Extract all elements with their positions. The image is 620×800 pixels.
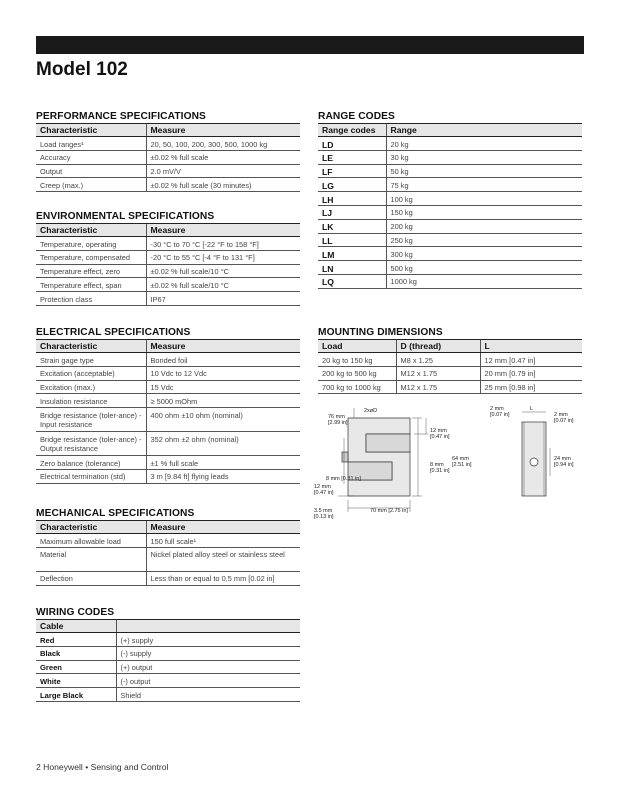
table-header-row [36, 224, 300, 237]
column-header: Characteristic [36, 521, 146, 534]
cell: 1000 kg [386, 274, 582, 288]
table-row [36, 469, 300, 483]
table-row [318, 380, 582, 394]
table-header-row [36, 620, 300, 633]
column-header: L [480, 340, 582, 353]
cell: Large Black [36, 688, 116, 702]
column-header: Characteristic [36, 124, 146, 137]
dim-35-inch-label: [0.13 in] [314, 514, 334, 520]
column-header: Measure [146, 224, 300, 237]
cell: 20 mm [0.79 in] [480, 366, 582, 380]
cell: Material [36, 547, 146, 571]
side-dim-2b-label: 2 mm [554, 412, 568, 418]
cell: Red [36, 633, 116, 647]
cell: Maximum allowable load [36, 534, 146, 548]
column-header: Load [318, 340, 396, 353]
cell: Temperature effect, span [36, 278, 146, 292]
cell: 200 kg to 500 kg [318, 366, 396, 380]
table-row [36, 137, 300, 151]
cell: 50 kg [386, 164, 582, 178]
cell: ±0.02 % full scale/10 °C [146, 278, 300, 292]
section-title: ENVIRONMENTAL SPECIFICATIONS [36, 211, 215, 222]
electrical-table [36, 339, 300, 484]
cell: 300 kg [386, 247, 582, 261]
cell: Insulation resistance [36, 394, 146, 408]
performance-table [36, 123, 300, 192]
dim-35-label: 3.5 mm [314, 508, 333, 514]
cell: ±0.02 % full scale/10 °C [146, 264, 300, 278]
load-cell-side-view [522, 422, 546, 496]
cell: Protection class [36, 292, 146, 306]
cell: 150 kg [386, 205, 582, 219]
cell: 20 kg [386, 137, 582, 151]
table-row [36, 150, 300, 164]
dim-8-side-label: 8 mm [0.31 in] [326, 476, 361, 482]
table-row [36, 456, 300, 470]
cell: White [36, 674, 116, 688]
cell: Excitation (max.) [36, 380, 146, 394]
table-row [36, 688, 300, 702]
cell: LD [318, 137, 386, 151]
table-row [36, 278, 300, 292]
cell: 10 Vdc to 12 Vdc [146, 366, 300, 380]
cell: 25 mm [0.98 in] [480, 380, 582, 394]
cell: ±1 % full scale [146, 456, 300, 470]
cell: 3 m [9.84 ft] flying leads [146, 469, 300, 483]
table-header-row [36, 340, 300, 353]
cell: 20 kg to 150 kg [318, 353, 396, 367]
cell: (-) output [116, 674, 300, 688]
section-title: ELECTRICAL SPECIFICATIONS [36, 327, 191, 338]
cell: 400 ohm ±10 ohm (nominal) [146, 408, 300, 432]
cell: LM [318, 247, 386, 261]
table-row [36, 408, 300, 432]
cell: M12 x 1.75 [396, 366, 480, 380]
cell: Deflection [36, 571, 146, 585]
mechanical-section [36, 507, 300, 586]
dimension-drawing [314, 404, 586, 524]
cell: Black [36, 646, 116, 660]
table-row [36, 237, 300, 251]
cell: 700 kg to 1000 kg [318, 380, 396, 394]
table-header-row [36, 124, 300, 137]
cell: 12 mm [0.47 in] [480, 353, 582, 367]
side-dim-24-label: 24 mm [554, 456, 571, 462]
dim-12-label: 12 mm [430, 428, 447, 434]
cell: 15 Vdc [146, 380, 300, 394]
cell: 20, 50, 100, 200, 300, 500, 1000 kg [146, 137, 300, 151]
cell: LE [318, 150, 386, 164]
table-row [36, 394, 300, 408]
range-section [318, 110, 582, 289]
cell: Creep (max.) [36, 178, 146, 192]
table-row [36, 646, 300, 660]
cell: 500 kg [386, 261, 582, 275]
dim-8-inch-label: [0.31 in] [430, 468, 450, 474]
table-row [36, 366, 300, 380]
section-title: MECHANICAL SPECIFICATIONS [36, 508, 195, 519]
table-row [318, 164, 582, 178]
table-row [36, 534, 300, 548]
cell: Nickel plated alloy steel or stainless steel [146, 547, 300, 571]
header-bar [36, 36, 584, 54]
side-dim-2b-inch-label: [0.07 in] [554, 418, 574, 424]
column-header: Cable [36, 620, 116, 633]
cell: 352 ohm ±2 ohm (nominal) [146, 432, 300, 456]
mounting-section [318, 326, 582, 394]
side-dim-l-label: L [530, 406, 534, 412]
mechanical-table [36, 520, 300, 586]
dim-64-inch-label: [2.51 in] [452, 462, 472, 468]
table-row [36, 178, 300, 192]
column-header: Range codes [318, 124, 386, 137]
cell: LL [318, 233, 386, 247]
cell: M8 x 1.25 [396, 353, 480, 367]
cell: 250 kg [386, 233, 582, 247]
table-row [36, 633, 300, 647]
cell: Strain gage type [36, 353, 146, 367]
table-row [318, 261, 582, 275]
wiring-table [36, 619, 300, 702]
table-row [36, 432, 300, 456]
cell: Green [36, 660, 116, 674]
cell: Shield [116, 688, 300, 702]
cell: Temperature, compensated [36, 250, 146, 264]
cell: LH [318, 192, 386, 206]
mounting-table [318, 339, 582, 394]
cell: LQ [318, 274, 386, 288]
table-row [318, 178, 582, 192]
cell: (+) supply [116, 633, 300, 647]
cell: M12 x 1.75 [396, 380, 480, 394]
table-row [36, 660, 300, 674]
section-title: MOUNTING DIMENSIONS [318, 327, 443, 338]
table-header-row [318, 124, 582, 137]
cell: Bridge resistance (toler-ance) - Output resistance [36, 432, 146, 456]
table-header-row [318, 340, 582, 353]
environmental-table [36, 223, 300, 306]
dim-8-label: 8 mm [430, 462, 444, 468]
table-row [318, 247, 582, 261]
table-row [318, 233, 582, 247]
table-row [36, 164, 300, 178]
cell: ≥ 5000 mOhm [146, 394, 300, 408]
cell: LJ [318, 205, 386, 219]
cell: IP67 [146, 292, 300, 306]
column-header: Characteristic [36, 340, 146, 353]
table-row [36, 380, 300, 394]
table-row [318, 353, 582, 367]
side-dim-2-label: 2 mm [490, 406, 504, 412]
table-row [318, 274, 582, 288]
section-title: RANGE CODES [318, 111, 395, 122]
cell: Bonded foil [146, 353, 300, 367]
column-header: D (thread) [396, 340, 480, 353]
column-header: Measure [146, 521, 300, 534]
cell: LF [318, 164, 386, 178]
cell: ±0.02 % full scale (30 minutes) [146, 178, 300, 192]
dim-76-inch-label: [2.99 in] [328, 420, 348, 426]
dim-12-inch-label: [0.47 in] [430, 434, 450, 440]
table-row [318, 150, 582, 164]
cell: 100 kg [386, 192, 582, 206]
cell: 150 full scale¹ [146, 534, 300, 548]
cell: 200 kg [386, 219, 582, 233]
performance-section [36, 110, 300, 192]
side-dim-2-inch-label: [0.07 in] [490, 412, 510, 418]
environmental-section [36, 210, 300, 306]
section-title: WIRING CODES [36, 607, 115, 618]
dim-64-label: 64 mm [452, 456, 469, 462]
cell: 30 kg [386, 150, 582, 164]
cell: Less than or equal to 0,5 mm [0.02 in] [146, 571, 300, 585]
dim-76-label: 76 mm [328, 414, 345, 420]
load-cell-front-view [342, 418, 410, 496]
cell: Temperature effect, zero [36, 264, 146, 278]
table-row [36, 250, 300, 264]
table-row [318, 137, 582, 151]
table-row [318, 192, 582, 206]
column-header: Range [386, 124, 582, 137]
cell: 2.0 mV/V [146, 164, 300, 178]
cell: Load ranges¹ [36, 137, 146, 151]
wiring-section [36, 606, 300, 702]
table-row [36, 292, 300, 306]
cell: ±0.02 % full scale [146, 150, 300, 164]
table-row [318, 366, 582, 380]
cell: Excitation (acceptable) [36, 366, 146, 380]
column-header: Measure [146, 340, 300, 353]
cell: Accuracy [36, 150, 146, 164]
table-row [318, 205, 582, 219]
cell: 75 kg [386, 178, 582, 192]
column-header: Characteristic [36, 224, 146, 237]
dim-12-bottom-label: 12 mm [314, 484, 331, 490]
dim-70-label: 70 mm [2.75 in] [370, 508, 408, 514]
range-table [318, 123, 582, 289]
cell: Electrical termination (std) [36, 469, 146, 483]
dim-thread-label: 2xøD [364, 408, 378, 414]
table-row [36, 547, 300, 571]
column-header [116, 620, 300, 633]
table-row [36, 353, 300, 367]
table-row [36, 264, 300, 278]
electrical-section [36, 326, 300, 484]
section-title: PERFORMANCE SPECIFICATIONS [36, 111, 206, 122]
dim-12-bottom-inch-label: [0.47 in] [314, 490, 334, 496]
page-footer: 2 Honeywell • Sensing and Control [36, 762, 169, 772]
column-header: Measure [146, 124, 300, 137]
cell: (+) output [116, 660, 300, 674]
cell: Temperature, operating [36, 237, 146, 251]
cell: LG [318, 178, 386, 192]
table-row [318, 219, 582, 233]
table-row [36, 571, 300, 585]
side-dim-24-inch-label: [0.94 in] [554, 462, 574, 468]
page-title: Model 102 [36, 59, 128, 80]
table-row [36, 674, 300, 688]
cell: (-) supply [116, 646, 300, 660]
cell: Zero balance (tolerance) [36, 456, 146, 470]
cell: Bridge resistance (toler-ance) - Input resistance [36, 408, 146, 432]
cell: LN [318, 261, 386, 275]
cell: -30 °C to 70 °C [-22 °F to 158 °F] [146, 237, 300, 251]
cell: -20 °C to 55 °C [-4 °F to 131 °F] [146, 250, 300, 264]
table-header-row [36, 521, 300, 534]
cell: LK [318, 219, 386, 233]
cell: Output [36, 164, 146, 178]
